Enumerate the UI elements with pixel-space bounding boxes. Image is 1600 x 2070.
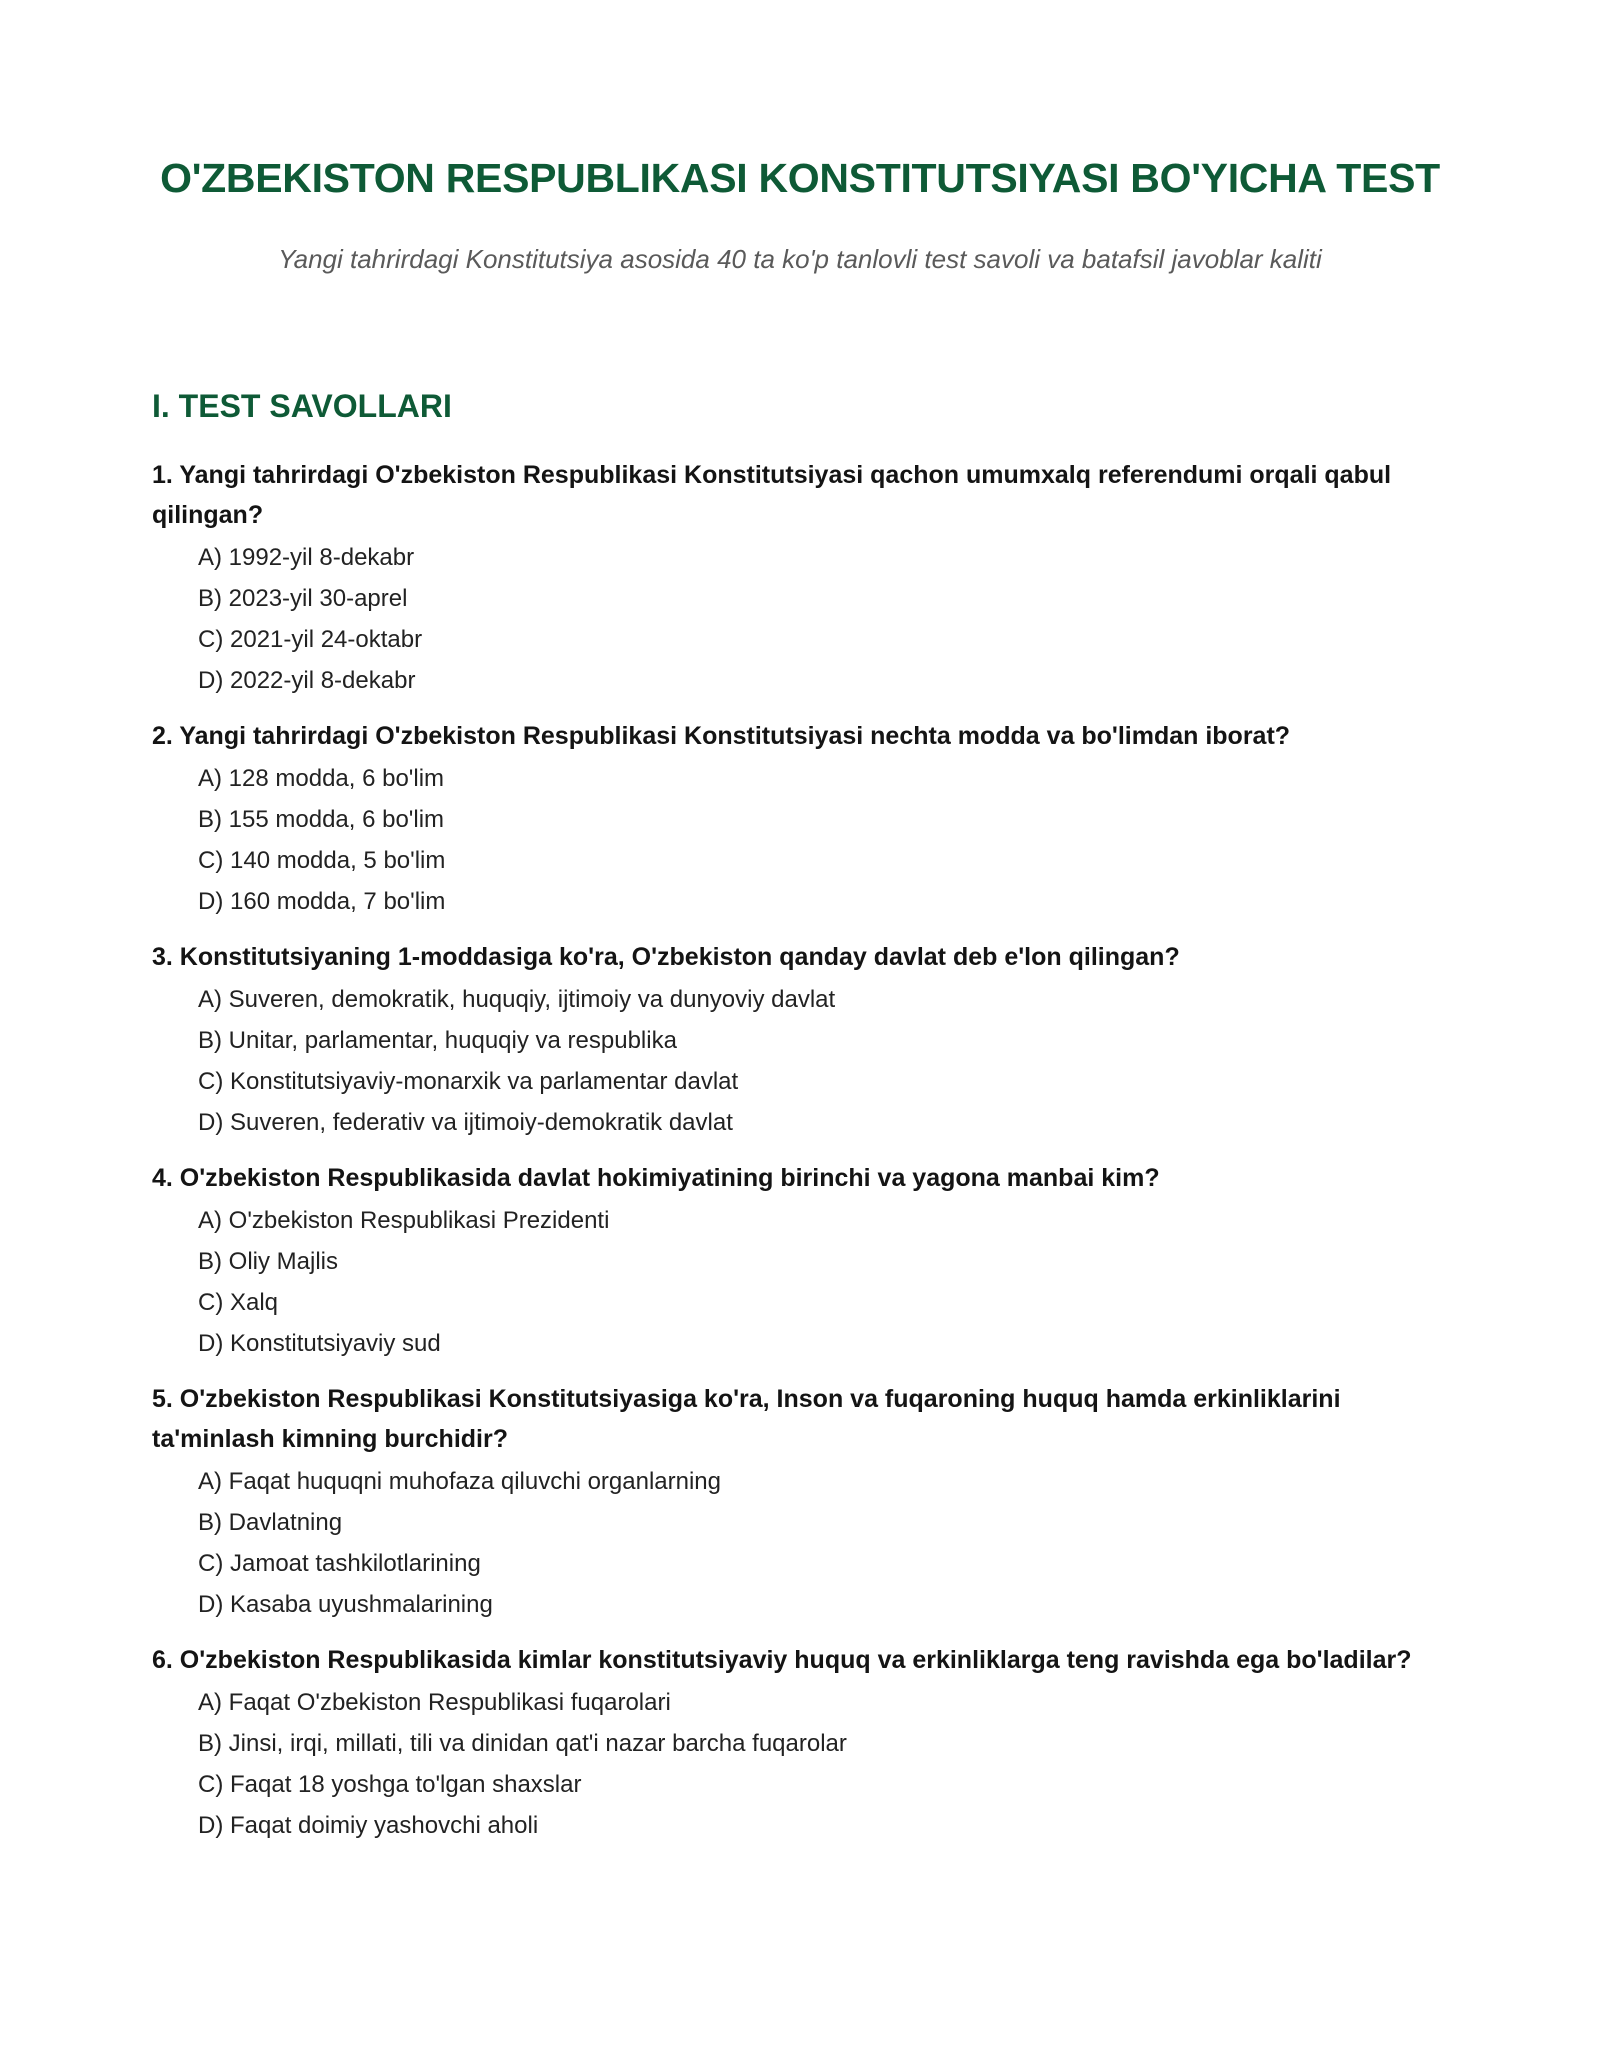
option-a: A) 1992-yil 8-dekabr	[198, 544, 415, 571]
question-text: 4. O'zbekiston Respublikasida davlat hokimiyatining birinchi va yagona manbai kim?	[152, 1164, 1160, 1192]
question-3	[152, 937, 1448, 1143]
document-subtitle: Yangi tahrirdagi Konstitutsiya asosida 40 ta ko'p tanlovli test savoli va batafsil javoblar kaliti	[278, 244, 1322, 274]
answer-options	[152, 1682, 1448, 1846]
option-d: D) Konstitutsiyaviy sud	[198, 1330, 441, 1357]
option-b: B) Oliy Majlis	[198, 1248, 339, 1275]
answer-options	[152, 1200, 1448, 1364]
answer-options	[152, 1461, 1448, 1625]
answer-options	[152, 979, 1448, 1143]
option-d: D) Kasaba uyushmalarining	[198, 1591, 493, 1618]
answer-options	[152, 537, 1448, 701]
option-c: C) Jamoat tashkilotlarining	[198, 1550, 481, 1577]
question-text: 2. Yangi tahrirdagi O'zbekiston Respublikasi Konstitutsiyasi nechta modda va bo'limdan iborat?	[152, 722, 1291, 750]
option-c: C) Xalq	[198, 1289, 279, 1316]
option-a: A) 128 modda, 6 bo'lim	[198, 765, 445, 792]
option-b: B) 2023-yil 30-aprel	[198, 585, 408, 612]
section-heading: I. TEST SAVOLLARI	[152, 388, 452, 424]
question-list	[152, 455, 1448, 1861]
question-text: 6. O'zbekiston Respublikasida kimlar konstitutsiyaviy huquq va erkinliklarga teng ravishda ega bo'ladilar?	[152, 1646, 1412, 1674]
option-d: D) 160 modda, 7 bo'lim	[198, 888, 446, 915]
option-a: A) Suveren, demokratik, huquqiy, ijtimoiy va dunyoviy davlat	[198, 986, 836, 1013]
document-title: O'ZBEKISTON RESPUBLIKASI KONSTITUTSIYASI BO'YICHA TEST	[160, 155, 1440, 201]
option-b: B) Jinsi, irqi, millati, tili va dinidan qat'i nazar barcha fuqarolar	[198, 1730, 847, 1757]
option-a: A) Faqat huquqni muhofaza qiluvchi organlarning	[198, 1468, 721, 1495]
option-d: D) 2022-yil 8-dekabr	[198, 667, 416, 694]
option-b: B) Davlatning	[198, 1509, 343, 1536]
question-2	[152, 716, 1448, 922]
answer-options	[152, 758, 1448, 922]
option-c: C) 2021-yil 24-oktabr	[198, 626, 423, 653]
option-c: C) 140 modda, 5 bo'lim	[198, 847, 446, 874]
question-4	[152, 1158, 1448, 1364]
option-a: A) Faqat O'zbekiston Respublikasi fuqarolari	[198, 1689, 671, 1716]
question-text: 1. Yangi tahrirdagi O'zbekiston Respublikasi Konstitutsiyasi qachon umumxalq referendumi orqali qabul qilingan?	[152, 461, 1392, 529]
option-c: C) Konstitutsiyaviy-monarxik va parlamentar davlat	[198, 1068, 739, 1095]
question-text: 3. Konstitutsiyaning 1-moddasiga ko'ra, O'zbekiston qanday davlat deb e'lon qilingan?	[152, 943, 1180, 971]
option-d: D) Faqat doimiy yashovchi aholi	[198, 1812, 539, 1839]
option-d: D) Suveren, federativ va ijtimoiy-demokratik davlat	[198, 1109, 733, 1136]
question-1	[152, 455, 1448, 701]
option-a: A) O'zbekiston Respublikasi Prezidenti	[198, 1207, 610, 1234]
question-5	[152, 1379, 1448, 1625]
option-b: B) 155 modda, 6 bo'lim	[198, 806, 445, 833]
question-text: 5. O'zbekiston Respublikasi Konstitutsiyasiga ko'ra, Inson va fuqaroning huquq hamda erkinliklarini ta'minlash kimning burchidir?	[152, 1385, 1341, 1453]
option-b: B) Unitar, parlamentar, huquqiy va respublika	[198, 1027, 677, 1054]
option-c: C) Faqat 18 yoshga to'lgan shaxslar	[198, 1771, 582, 1798]
question-6	[152, 1640, 1448, 1846]
